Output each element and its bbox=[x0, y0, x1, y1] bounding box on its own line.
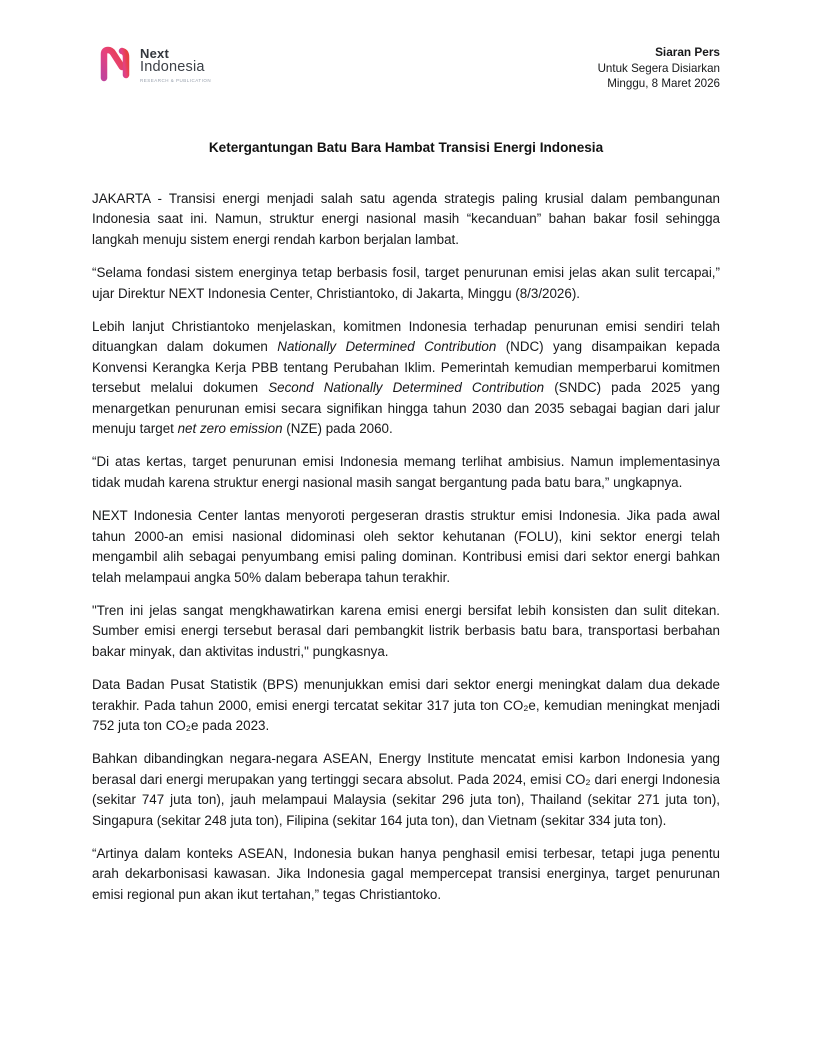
logo-wordmark bbox=[140, 45, 211, 83]
paragraph: “Di atas kertas, target penurunan emisi Indonesia memang terlihat ambisius. Namun implementasinya tidak mudah karena struktur energi nasional masih sangat bergantung pada batu bara,” ungkapnya. bbox=[92, 454, 720, 490]
press-release-label: Siaran Pers bbox=[655, 45, 720, 59]
press-meta-block bbox=[598, 45, 720, 92]
paragraph: “Artinya dalam konteks ASEAN, Indonesia bukan hanya penghasil emisi terbesar, tetapi juga penentu arah dekarbonisasi kawasan. Jika Indonesia gagal mempercepat transisi energinya, target penurunan emisi regional pun akan ikut tertahan,” tegas Christiantoko. bbox=[92, 845, 720, 902]
press-release-date: Minggu, 8 Maret 2026 bbox=[607, 77, 720, 90]
logo-name-line2: Indonesia bbox=[140, 59, 205, 75]
paragraph: NEXT Indonesia Center lantas menyoroti pergeseran drastis struktur emisi Indonesia. Jika pada awal tahun 2000-an emisi nasional didominasi oleh sektor kehutanan (FOLU), kini sektor energi telah mengambil alih sebagai penyumbang emisi paling dominan. Kontribusi emisi dari sektor energi bahkan telah melampaui angka 50% dalam beberapa tahun terakhir. bbox=[92, 508, 720, 585]
paragraph: JAKARTA - Transisi energi menjadi salah satu agenda strategis paling krusial dalam pembangunan Indonesia saat ini. Namun, struktur energi nasional masih “kecanduan” bahan bakar fosil sehingga langkah menuju sistem energi rendah karbon berjalan lambat. bbox=[92, 191, 720, 247]
logo-tagline: RESEARCH & PUBLICATION bbox=[140, 78, 212, 83]
article-body bbox=[92, 189, 720, 918]
page-header bbox=[96, 45, 720, 92]
paragraph: Lebih lanjut Christiantoko menjelaskan, komitmen Indonesia terhadap penurunan emisi sendiri telah dituangkan dalam dokumen Nationally Determined Contribution (NDC) yang disampaikan kepada Konvensi Kerangka Kerja PBB tentang Perubahan Iklim. Pemerintah kemudian memperbarui komitmen tersebut melalui dokumen Second Nationally Determined Contribution (SNDC) pada 2025 yang menargetkan penurunan emisi secara signifikan hingga tahun 2030 dan 2035 sebagai bagian dari jalur menuju target net zero emission (NZE) pada 2060. bbox=[92, 319, 720, 437]
press-release-instruction: Untuk Segera Disiarkan bbox=[597, 61, 720, 75]
paragraph: Data Badan Pusat Statistik (BPS) menunjukkan emisi dari sektor energi meningkat dalam dua dekade terakhir. Pada tahun 2000, emisi energi tercatat sekitar 317 juta ton CO₂e, kemudian meningkat menjadi 752 juta ton CO₂e pada 2023. bbox=[92, 677, 720, 733]
page-title: Ketergantungan Batu Bara Hambat Transisi Energi Indonesia bbox=[208, 140, 604, 155]
logo-name-line1: Next bbox=[140, 46, 169, 61]
next-indonesia-logo bbox=[96, 45, 211, 85]
next-indonesia-logo-icon bbox=[96, 45, 134, 85]
paragraph: “Selama fondasi sistem energinya tetap berbasis fosil, target penurunan emisi jelas akan sulit tercapai,” ujar Direktur NEXT Indonesia Center, Christiantoko, di Jakarta, Minggu (8/3/2026). bbox=[92, 265, 720, 301]
paragraph: Bahkan dibandingkan negara-negara ASEAN, Energy Institute mencatat emisi karbon Indonesia yang berasal dari energi merupakan yang tertinggi secara absolut. Pada 2024, emisi CO₂ dari energi Indonesia (sekitar 747 juta ton), jauh melampaui Malaysia (sekitar 296 juta ton), Thailand (sekitar 271 juta ton), Singapura (sekitar 248 juta ton), Filipina (sekitar 164 juta ton), dan Vietnam (sekitar 334 juta ton). bbox=[92, 751, 720, 828]
paragraph: "Tren ini jelas sangat mengkhawatirkan karena emisi energi bersifat lebih konsisten dan sulit ditekan. Sumber emisi energi tersebut berasal dari pembangkit listrik berbasis batu bara, transportasi berbahan bakar minyak, dan aktivitas industri," pungkasnya. bbox=[92, 602, 720, 659]
